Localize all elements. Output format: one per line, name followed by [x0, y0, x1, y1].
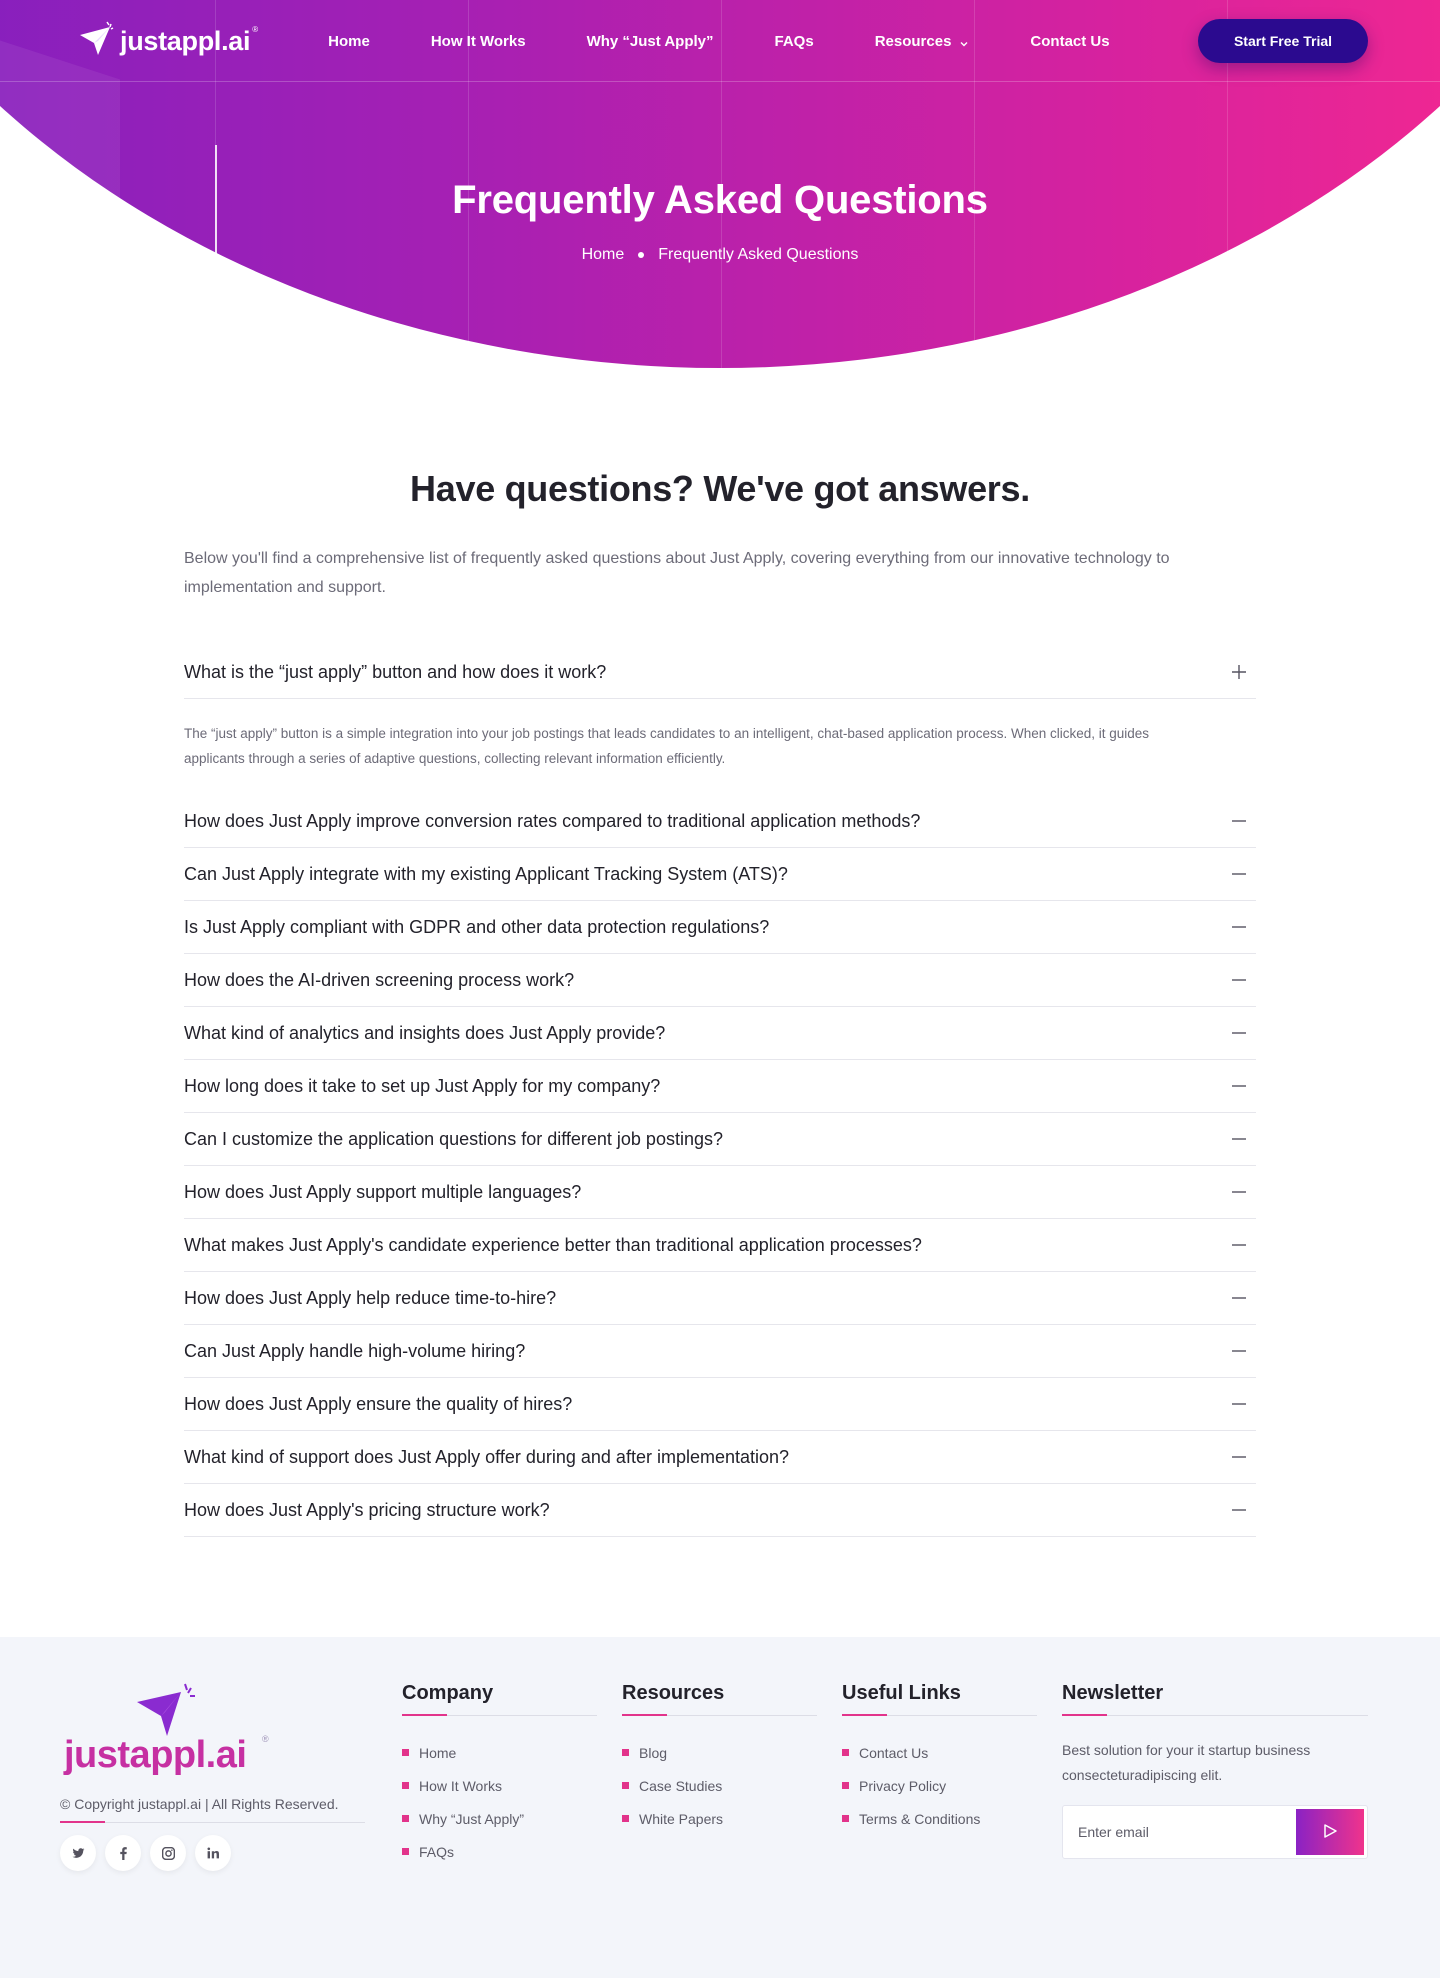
nav-link-faqs[interactable]: FAQs — [774, 32, 814, 50]
faq-question-toggle[interactable] — [184, 1166, 1256, 1218]
minus-icon[interactable] — [1230, 971, 1248, 989]
footer-link-contact-us[interactable]: Contact Us — [859, 1744, 929, 1761]
faq-heading: Have questions? We've got answers. — [410, 468, 1030, 509]
footer-column-divider — [842, 1715, 1037, 1716]
faq-question: Is Just Apply compliant with GDPR and other data protection regulations? — [184, 916, 770, 937]
send-icon — [1322, 1823, 1338, 1842]
footer-list-item — [402, 1802, 597, 1835]
facebook-icon[interactable] — [105, 1835, 141, 1871]
minus-icon[interactable] — [1230, 1501, 1248, 1519]
faq-item — [184, 1060, 1256, 1113]
footer-list-item — [402, 1769, 597, 1802]
faq-question-toggle[interactable] — [184, 1431, 1256, 1483]
faq-question-toggle[interactable] — [184, 1007, 1256, 1059]
faq-item — [184, 954, 1256, 1007]
faq-answer: The “just apply” button is a simple integration into your job postings that leads candidates to an intelligent, chat-based application process. When clicked, it guides applicants through a series of adaptive questions, collecting relevant information efficiently. — [184, 726, 1150, 766]
minus-icon[interactable] — [1230, 1183, 1248, 1201]
footer-list-item — [622, 1802, 817, 1835]
footer-link-list — [622, 1736, 817, 1835]
faq-question: What kind of analytics and insights does Just Apply provide? — [184, 1022, 666, 1043]
faq-question-toggle[interactable] — [184, 901, 1256, 953]
faq-question: Can Just Apply handle high-volume hiring? — [184, 1340, 526, 1361]
minus-icon[interactable] — [1230, 1024, 1248, 1042]
nav-link-home[interactable]: Home — [328, 32, 370, 50]
footer-link-list — [842, 1736, 1037, 1835]
faq-item — [184, 1484, 1256, 1537]
minus-icon[interactable] — [1230, 865, 1248, 883]
faq-question: How does the AI-driven screening process work? — [184, 969, 575, 990]
faq-item — [184, 848, 1256, 901]
faq-item — [184, 1272, 1256, 1325]
faq-item — [184, 1219, 1256, 1272]
minus-icon[interactable] — [1230, 812, 1248, 830]
footer-column-divider — [622, 1715, 817, 1716]
faq-question: What kind of support does Just Apply offer during and after implementation? — [184, 1446, 790, 1467]
hero-banner — [0, 0, 1440, 368]
copyright-text: © Copyright justappl.ai | All Rights Reserved. — [60, 1796, 339, 1812]
faq-question-toggle[interactable] — [184, 1060, 1256, 1112]
logo-text: justappl.ai — [120, 25, 251, 56]
faq-item — [184, 1431, 1256, 1484]
minus-icon[interactable] — [1230, 1236, 1248, 1254]
faq-question: What is the “just apply” button and how does it work? — [184, 661, 607, 682]
footer-link-white-papers[interactable]: White Papers — [639, 1810, 724, 1827]
minus-icon[interactable] — [1230, 1289, 1248, 1307]
faq-question-toggle[interactable] — [184, 954, 1256, 1006]
twitter-icon[interactable] — [60, 1835, 96, 1871]
faq-accordion — [184, 646, 1256, 1537]
start-free-trial-button[interactable]: Start Free Trial — [1198, 19, 1368, 63]
footer-logo[interactable] — [60, 1682, 365, 1787]
faq-question: Can I customize the application questions for different job postings? — [184, 1128, 723, 1149]
social-links — [60, 1835, 365, 1871]
footer-column-title: Resources — [622, 1682, 725, 1704]
faq-question: How does Just Apply support multiple languages? — [184, 1181, 582, 1202]
newsletter-email-input[interactable] — [1066, 1809, 1296, 1855]
faq-intro-text: Below you'll find a comprehensive list of frequently asked questions about Just Apply, covering everything from our innovative technology to implementation and support. — [184, 550, 1170, 596]
decorative-shape — [0, 156, 85, 294]
nav-link-why-just-apply[interactable]: Why “Just Apply” — [586, 32, 714, 50]
breadcrumb-separator — [638, 252, 644, 258]
nav-dropdown-label: Resources — [874, 32, 952, 50]
faq-question: How does Just Apply help reduce time-to-hire? — [184, 1287, 557, 1308]
faq-question: Can Just Apply integrate with my existing Applicant Tracking System (ATS)? — [184, 863, 788, 884]
registered-mark: ® — [262, 1734, 269, 1744]
faq-question: How does Just Apply ensure the quality of hires? — [184, 1393, 573, 1414]
chevron-down-icon — [959, 36, 969, 46]
faq-item — [184, 1007, 1256, 1060]
footer-divider — [60, 1822, 365, 1823]
paper-plane-logo-icon — [78, 21, 114, 62]
minus-icon[interactable] — [1230, 918, 1248, 936]
footer-link-privacy-policy[interactable]: Privacy Policy — [859, 1777, 947, 1794]
footer-list-item — [842, 1802, 1037, 1835]
instagram-icon[interactable] — [150, 1835, 186, 1871]
plus-icon[interactable] — [1230, 663, 1248, 681]
nav-link-contact-us[interactable]: Contact Us — [1030, 32, 1110, 50]
footer-column-resources — [622, 1682, 817, 1978]
minus-icon[interactable] — [1230, 1395, 1248, 1413]
faq-item — [184, 1325, 1256, 1378]
faq-item — [184, 901, 1256, 954]
faq-item — [184, 795, 1256, 848]
faq-question-toggle[interactable] — [184, 646, 1256, 699]
faq-section — [0, 368, 1440, 1637]
footer-column-divider — [402, 1715, 597, 1716]
footer-link-faqs[interactable]: FAQs — [419, 1843, 455, 1860]
faq-question: What makes Just Apply's candidate experience better than traditional application processes? — [184, 1234, 922, 1255]
nav-menu — [328, 33, 1109, 50]
faq-question: How does Just Apply's pricing structure work? — [184, 1499, 550, 1520]
footer-column-title: Newsletter — [1062, 1682, 1164, 1704]
main-navigation — [0, 0, 1440, 82]
footer-column-useful-links — [842, 1682, 1037, 1978]
footer-link-list — [402, 1736, 597, 1868]
breadcrumb-current: Frequently Asked Questions — [658, 246, 859, 263]
footer-link-home[interactable]: Home — [419, 1744, 457, 1761]
site-footer — [0, 1637, 1440, 1978]
breadcrumb-home-link[interactable]: Home — [581, 246, 625, 263]
faq-question-toggle[interactable] — [184, 1272, 1256, 1324]
faq-question-toggle[interactable] — [184, 1219, 1256, 1271]
faq-question: How does Just Apply improve conversion rates compared to traditional application methods? — [184, 810, 921, 831]
footer-list-item — [622, 1769, 817, 1802]
faq-item — [184, 1378, 1256, 1431]
footer-column-company — [402, 1682, 597, 1978]
footer-link-terms[interactable]: Terms & Conditions — [859, 1810, 981, 1827]
footer-newsletter — [1062, 1682, 1368, 1978]
faq-item — [184, 1166, 1256, 1219]
nav-link-how-it-works[interactable]: How It Works — [430, 32, 526, 50]
minus-icon[interactable] — [1230, 1342, 1248, 1360]
footer-list-item — [842, 1769, 1037, 1802]
footer-logo-text: justappl.ai — [64, 1734, 247, 1776]
footer-list-item — [402, 1835, 597, 1868]
faq-item — [184, 1113, 1256, 1166]
footer-link-why-just-apply[interactable]: Why “Just Apply” — [419, 1810, 525, 1827]
footer-brand — [60, 1682, 365, 1978]
faq-question-toggle[interactable] — [184, 1378, 1256, 1430]
breadcrumb — [0, 246, 1440, 264]
faq-question-toggle[interactable] — [184, 795, 1256, 847]
site-logo[interactable] — [78, 21, 258, 62]
footer-list-item — [622, 1736, 817, 1769]
faq-item — [184, 646, 1256, 795]
minus-icon[interactable] — [1230, 1130, 1248, 1148]
newsletter-submit-button[interactable] — [1296, 1809, 1364, 1855]
footer-link-case-studies[interactable]: Case Studies — [639, 1777, 723, 1794]
footer-list-item — [842, 1736, 1037, 1769]
minus-icon[interactable] — [1230, 1077, 1248, 1095]
page-title: Frequently Asked Questions — [452, 178, 988, 222]
footer-list-item — [402, 1736, 597, 1769]
linkedin-icon[interactable] — [195, 1835, 231, 1871]
faq-question-toggle[interactable] — [184, 1113, 1256, 1165]
faq-question-toggle[interactable] — [184, 848, 1256, 900]
footer-column-divider — [1062, 1715, 1368, 1716]
nav-dropdown-resources[interactable] — [875, 33, 970, 50]
footer-link-how-it-works[interactable]: How It Works — [419, 1777, 502, 1794]
footer-column-title: Useful Links — [842, 1682, 961, 1704]
newsletter-description: Best solution for your it startup business consecteturadipiscing elit. — [1062, 1742, 1311, 1783]
footer-link-blog[interactable]: Blog — [639, 1744, 668, 1761]
faq-question-toggle[interactable] — [184, 1325, 1256, 1377]
footer-column-title: Company — [402, 1682, 494, 1704]
minus-icon[interactable] — [1230, 1448, 1248, 1466]
registered-mark: ® — [252, 24, 259, 34]
newsletter-form — [1062, 1805, 1368, 1859]
faq-question-toggle[interactable] — [184, 1484, 1256, 1536]
faq-question: How long does it take to set up Just Apply for my company? — [184, 1075, 661, 1096]
